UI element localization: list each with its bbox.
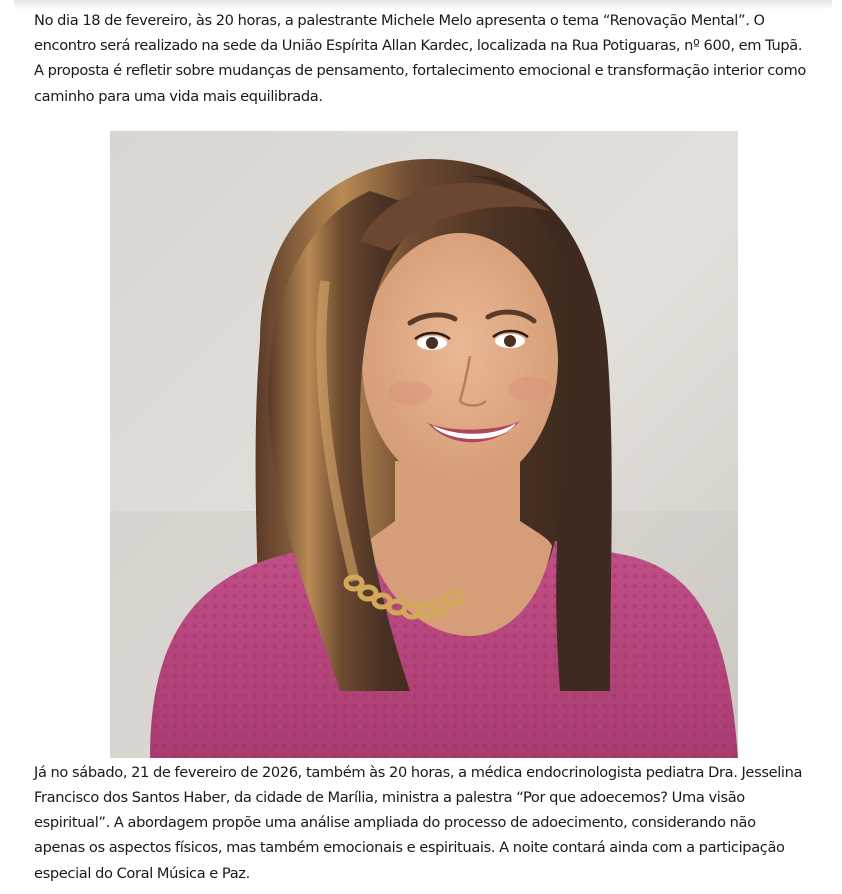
article-paragraph-2: Já no sábado, 21 de fevereiro de 2026, também às 20 horas, a médica endocrinologista pediatra Dra. Jesselina Francisco dos Santos Haber, da cidade de Marília, ministra a palestra “Por que adoecemos? Uma visão espiritual”. A abordagem propõe uma análise ampliada do processo de adoecimento, considerando não apenas os aspectos físicos, mas também emocionais e espirituais. A noite contará ainda com a participação especial do Coral Música e Paz. (34, 763, 803, 882)
speaker-photo-illustration (110, 131, 738, 758)
article-paragraph-1: No dia 18 de fevereiro, às 20 horas, a palestrante Michele Melo apresenta o tema “Renovação Mental”. O encontro será realizado na sede da União Espírita Allan Kardec, localizada na Rua Potiguaras, nº 600, em Tupã. A proposta é refletir sobre mudanças de pensamento, fortalecimento emocional e transformação interior como caminho para uma vida mais equilibrada. (34, 12, 806, 105)
speaker-photo (110, 131, 738, 758)
article-body (34, 8, 809, 886)
